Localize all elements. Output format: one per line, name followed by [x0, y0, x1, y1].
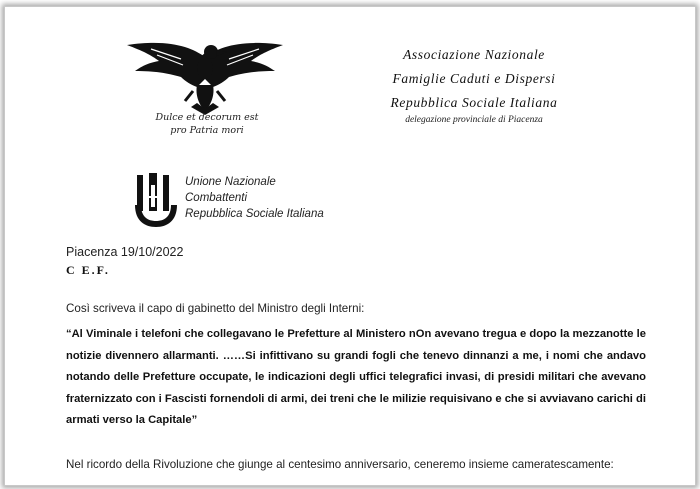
- combattenti-emblem-icon: [131, 171, 181, 229]
- motto-line: pro Patria mori: [170, 125, 244, 136]
- letter-page: [4, 6, 696, 486]
- letter-intro: Così scriveva il capo di gabinetto del Ministro degli Interni:: [66, 302, 365, 315]
- letter-closing: Nel ricordo della Rivoluzione che giunge al centesimo anniversario, ceneremo insieme cameratescamente:: [66, 458, 614, 471]
- letter-date: Piacenza 19/10/2022: [66, 245, 184, 259]
- union-line: Combattenti: [185, 192, 248, 204]
- eagle-emblem-icon: [121, 35, 289, 117]
- union-line: Repubblica Sociale Italiana: [185, 208, 324, 220]
- motto-line: Dulce et decorum est: [155, 112, 259, 123]
- union-name: [185, 174, 324, 222]
- latin-motto: [144, 111, 270, 137]
- association-name: [367, 43, 581, 115]
- letter-quote: “Al Viminale i telefoni che collegavano le Prefetture al Ministero nOn avevano tregua e dopo la mezzanotte le notizie divennero allarmanti. ……Si infittivano su grandi fogli che tenevo dinnanzi a me, i nomi che andavo notando delle Prefetture occupate, le indicazioni degli uffici telegrafici invasi, di presidi militari che avevano fraternizzato con i Fascisti fornendoli di armi, dei treni che le milizie requisivano e che si avviavano carichi di armati verso la Capitale”: [66, 328, 646, 426]
- delegation-line: delegazione provinciale di Piacenza: [405, 115, 543, 125]
- association-line: Repubblica Sociale Italiana: [390, 95, 558, 110]
- union-line: Unione Nazionale: [185, 176, 276, 188]
- association-line: Famiglie Caduti e Dispersi: [392, 71, 556, 86]
- association-line: Associazione Nazionale: [403, 47, 545, 62]
- letter-reference: C E.F.: [66, 263, 110, 277]
